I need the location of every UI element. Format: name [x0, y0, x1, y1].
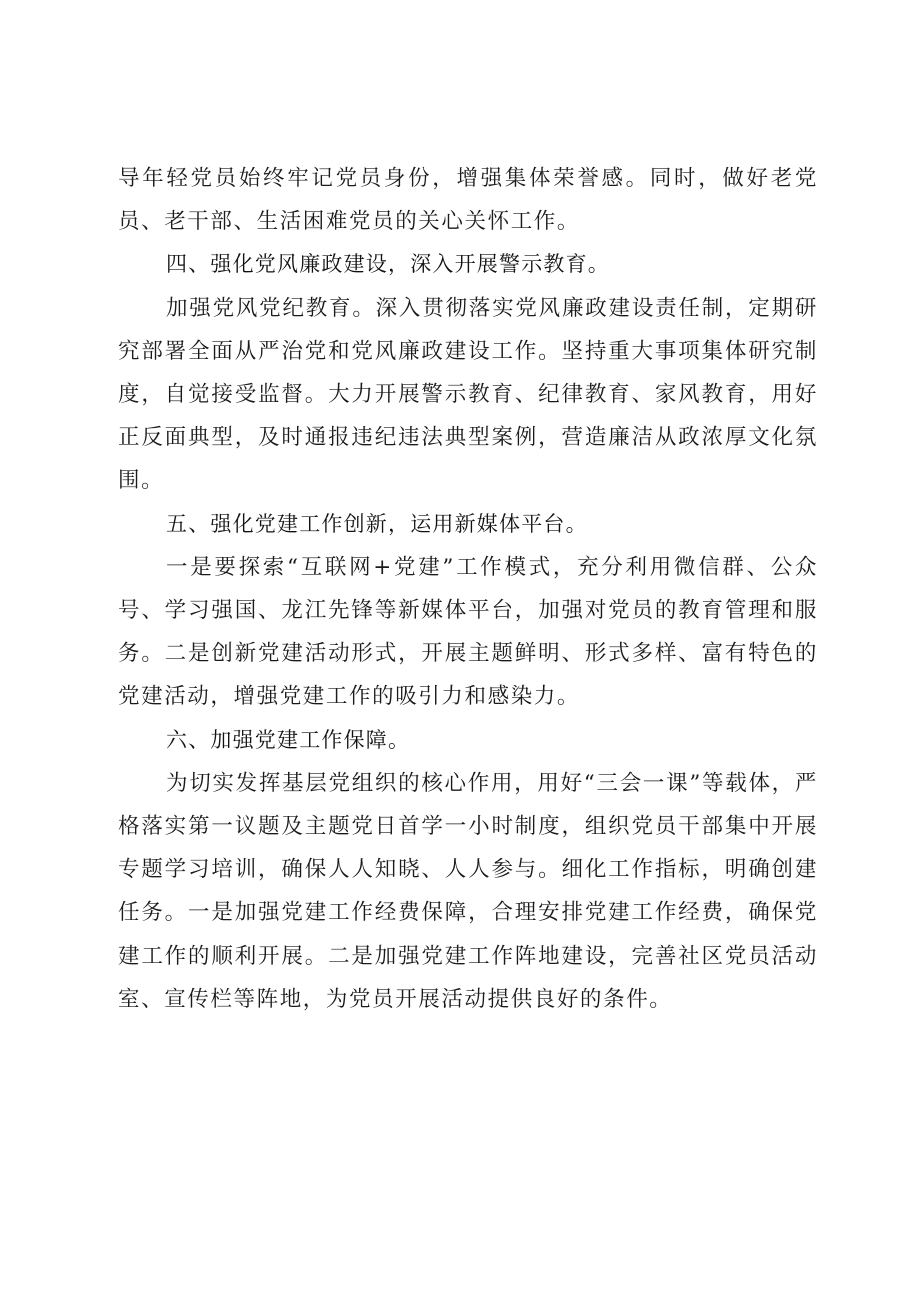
section-4-paragraph: 加强党风党纪教育。深入贯彻落实党风廉政建设责任制，定期研究部署全面从严治党和党风廉政建设工作。坚持重大事项集体研究制度，自觉接受监督。大力开展警示教育、纪律教育、家风教育，用好正反面典型，及时通报违纪违法典型案例，营造廉洁从政浓厚文化氛围。 [118, 295, 818, 494]
section-heading-5: 五、强化党建工作创新，运用新媒体平台。 [166, 511, 588, 536]
section-6-paragraph: 为切实发挥基层党组织的核心作用，用好“三会一课”等载体，严格落实第一议题及主题党日首学一小时制度，组织党员干部集中开展专题学习培训，确保人人知晓、人人参与。细化工作指标，明确创建任务。一是加强党建工作经费保障，合理安排党建工作经费，确保党建工作的顺利开展。二是加强党建工作阵地建设，完善社区党员活动室、宣传栏等阵地，为党员开展活动提供良好的条件。 [118, 770, 818, 1012]
document-body [118, 157, 818, 1021]
continued-paragraph: 导年轻党员始终牢记党员身份，增强集体荣誉感。同时，做好老党员、老干部、生活困难党员的关心关怀工作。 [118, 166, 818, 235]
section-heading-6: 六、加强党建工作保障。 [166, 727, 411, 752]
section-heading-4: 四、强化党风廉政建设，深入开展警示教育。 [166, 252, 610, 277]
section-5-paragraph: 一是要探索“互联网+党建”工作模式，充分利用微信群、公众号、学习强国、龙江先锋等新媒体平台，加强对党员的教育管理和服务。二是创新党建活动形式，开展主题鲜明、形式多样、富有特色的党建活动，增强党建工作的吸引力和感染力。 [118, 554, 818, 710]
